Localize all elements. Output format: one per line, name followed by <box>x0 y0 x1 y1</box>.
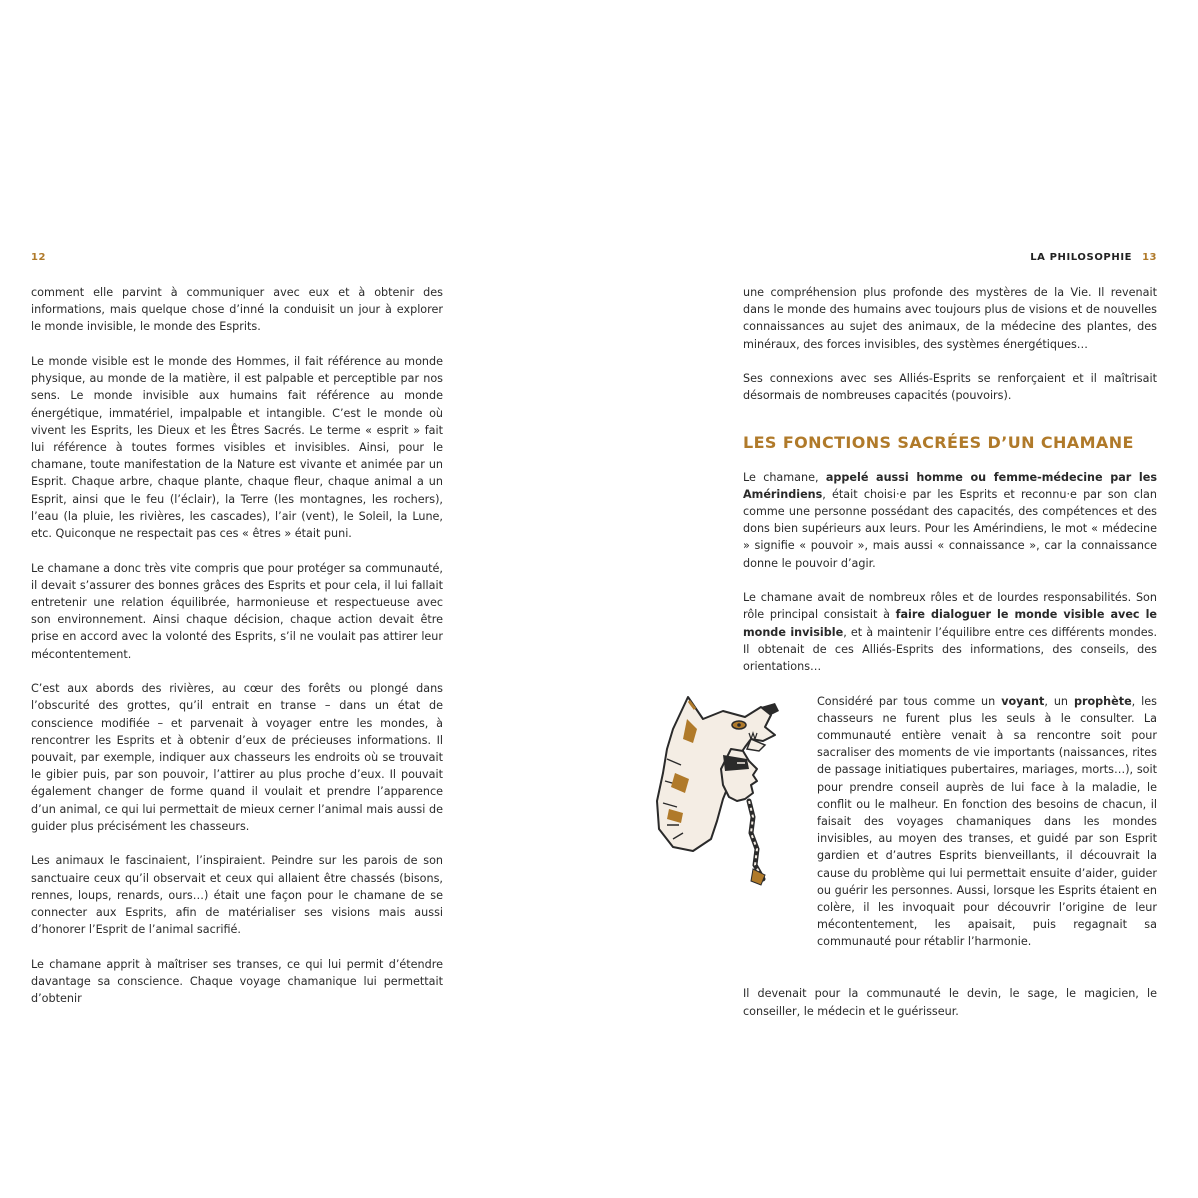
paragraph: Le monde visible est le monde des Hommes, il fait référence au monde physique, au monde de la matière, il est palpable et perceptible par nos sens. Le monde invisible aux humains fait référence au monde énergétique, immatériel, impalpable et intangible. C’est le monde où vivent les Esprits, les Dieux et les Êtres Sacrés. Le terme « esprit » fait lui référence à toutes formes visibles et invisibles. Ainsi, pour le chamane, toute manifestation de la Nature est vivante et animée par un Esprit. Chaque arbre, chaque plante, chaque fleur, chaque animal a un Esprit, ainsi que le feu (l’éclair), la Terre (les montagnes, les rochers), l’eau (la pluie, les rivières, les cascades), l’air (vent), le Soleil, la Lune, etc. Quiconque ne respectait pas ces « êtres » était puni. <box>31 355 443 541</box>
bold-run: voyant <box>1001 694 1045 708</box>
paragraph-roles <box>743 469 1157 572</box>
text-run: Considéré par tous comme un <box>817 694 1002 708</box>
paragraph-responsibilities <box>743 589 1157 675</box>
left-text-column <box>31 284 443 1025</box>
text-run: , était choisi·e par les Esprits et reconnu·e par son clan comme une personne possédant des capacités, des compétences et des dons bien supérieurs aux leurs. Pour les Amérindiens, le mot « médecine » signifie « pouvoir », mais aussi « connaissance », car la connaissance donne le pouvoir d’agir. <box>743 487 1157 570</box>
paragraph: Le chamane apprit à maîtriser ses transes, ce qui lui permit d’étendre davantage sa conscience. Chaque voyage chamanique lui permettait d’obtenir <box>31 957 443 1006</box>
wolf-headdress-shaman-icon <box>653 689 803 889</box>
page-number-left: 12 <box>31 252 46 263</box>
right-text-column <box>743 284 1157 1037</box>
paragraph: C’est aux abords des rivières, au cœur des forêts ou plongé dans l’obscurité des grottes, qu’il entrait en transe – dans un état de conscience modifiée – et parvenait à voyager entre les mondes, à rencontrer les Esprits et à obtenir d’eux de précieuses informations. Il pouvait, par exemple, indiquer aux chasseurs les endroits où se trouvait le gibier puis, par son pouvoir, l’attirer au plus proche d’eux. Il pouvait également changer de forme quand il voulait et prendre l’apparence d’un animal, ce qui lui permettait de mieux cerner l’animal mais aussi de guider plus précisément les chasseurs. <box>31 682 443 833</box>
bold-run: faire dialoguer le monde visible avec le monde invisible <box>743 608 1157 639</box>
right-page <box>599 0 1198 1198</box>
illustrated-paragraph <box>743 693 1157 968</box>
section-title: LES FONCTIONS SACRÉES D’UN CHAMANE <box>743 432 1134 452</box>
text-run: Le chamane, <box>743 470 826 484</box>
paragraph: Le chamane a donc très vite compris que pour protéger sa communauté, il devait s’assurer des bonnes grâces des Esprits et pour cela, il lui fallait entretenir une relation équilibrée, harmonieuse et respectueuse avec son environnement. Ainsi chaque décision, chaque action devait être prise en accord avec la volonté des Esprits, s’il ne voulait pas attirer leur mécontentement. <box>31 561 443 661</box>
right-running-head <box>1030 252 1157 264</box>
text-run: , un <box>1044 694 1074 708</box>
paragraph: Ses connexions avec ses Alliés-Esprits se renforçaient et il maîtrisait désormais de nombreuses capacités (pouvoirs). <box>743 372 1157 403</box>
paragraph: Il devenait pour la communauté le devin, le sage, le magicien, le conseiller, le médecin et le guérisseur. <box>743 987 1157 1018</box>
running-title: LA PHILOSOPHIE <box>1030 252 1133 263</box>
paragraph: comment elle parvint à communiquer avec eux et à obtenir des informations, mais quelque chose d’inné la conduisit un jour à explorer le monde invisible, le monde des Esprits. <box>31 286 443 334</box>
paragraph: Les animaux le fascinaient, l’inspiraient. Peindre sur les parois de son sanctuaire ceux qu’il observait et ceux qui allaient être chassés (bisons, rennes, loups, renards, ours…) était une façon pour le chamane de se connecter aux Esprits, afin de matérialiser ses visions mais aussi d’honorer l’Esprit de l’animal sacrifié. <box>31 854 443 937</box>
text-run: Le chamane avait de nombreux rôles et de lourdes responsabilités. Son rôle principal consistait à <box>743 591 1157 622</box>
text-run: , les chasseurs ne furent plus les seuls à le consulter. La communauté entière venait à sa rencontre soit pour sacraliser des moments de vie importants (naissances, rites de passage initiatiques pubertaires, mariages, morts…), soit pour prendre conseil auprès de lui face à la maladie, le conflit ou le malheur. En fonction des besoins de chacun, il faisait des voyages chamaniques dans les mondes invisibles, au moyen des transes, et guidé par son Esprit gardien et d’autres Esprits bienveillants, il découvrait la cause du problème qui lui permettait ensuite d’aider, guider ou guérir les personnes. Aussi, lorsque les Esprits étaient en colère, il les invoquait pour découvrir l’origine de leur mécontentement, les apaisait, puis regagnait sa communauté pour rétablir l’harmonie. <box>817 694 1157 949</box>
bold-run: prophète <box>1073 694 1132 708</box>
page-number-right: 13 <box>1142 252 1157 263</box>
left-running-head <box>31 252 46 264</box>
paragraph: une compréhension plus profonde des mystères de la Vie. Il revenait dans le monde des humains avec toujours plus de visions et de nouvelles connaissances au sujet des animaux, de la médecine des plantes, des minéraux, des forces invisibles, des systèmes énergétiques… <box>743 286 1157 351</box>
text-run: , et à maintenir l’équilibre entre ces différents mondes. Il obtenait de ces Alliés-Esprits des informations, des conseils, des orientations… <box>743 625 1157 674</box>
bold-run: appelé aussi homme ou femme-médecine par les Amérindiens <box>743 470 1157 501</box>
paragraph-community <box>817 693 1157 951</box>
